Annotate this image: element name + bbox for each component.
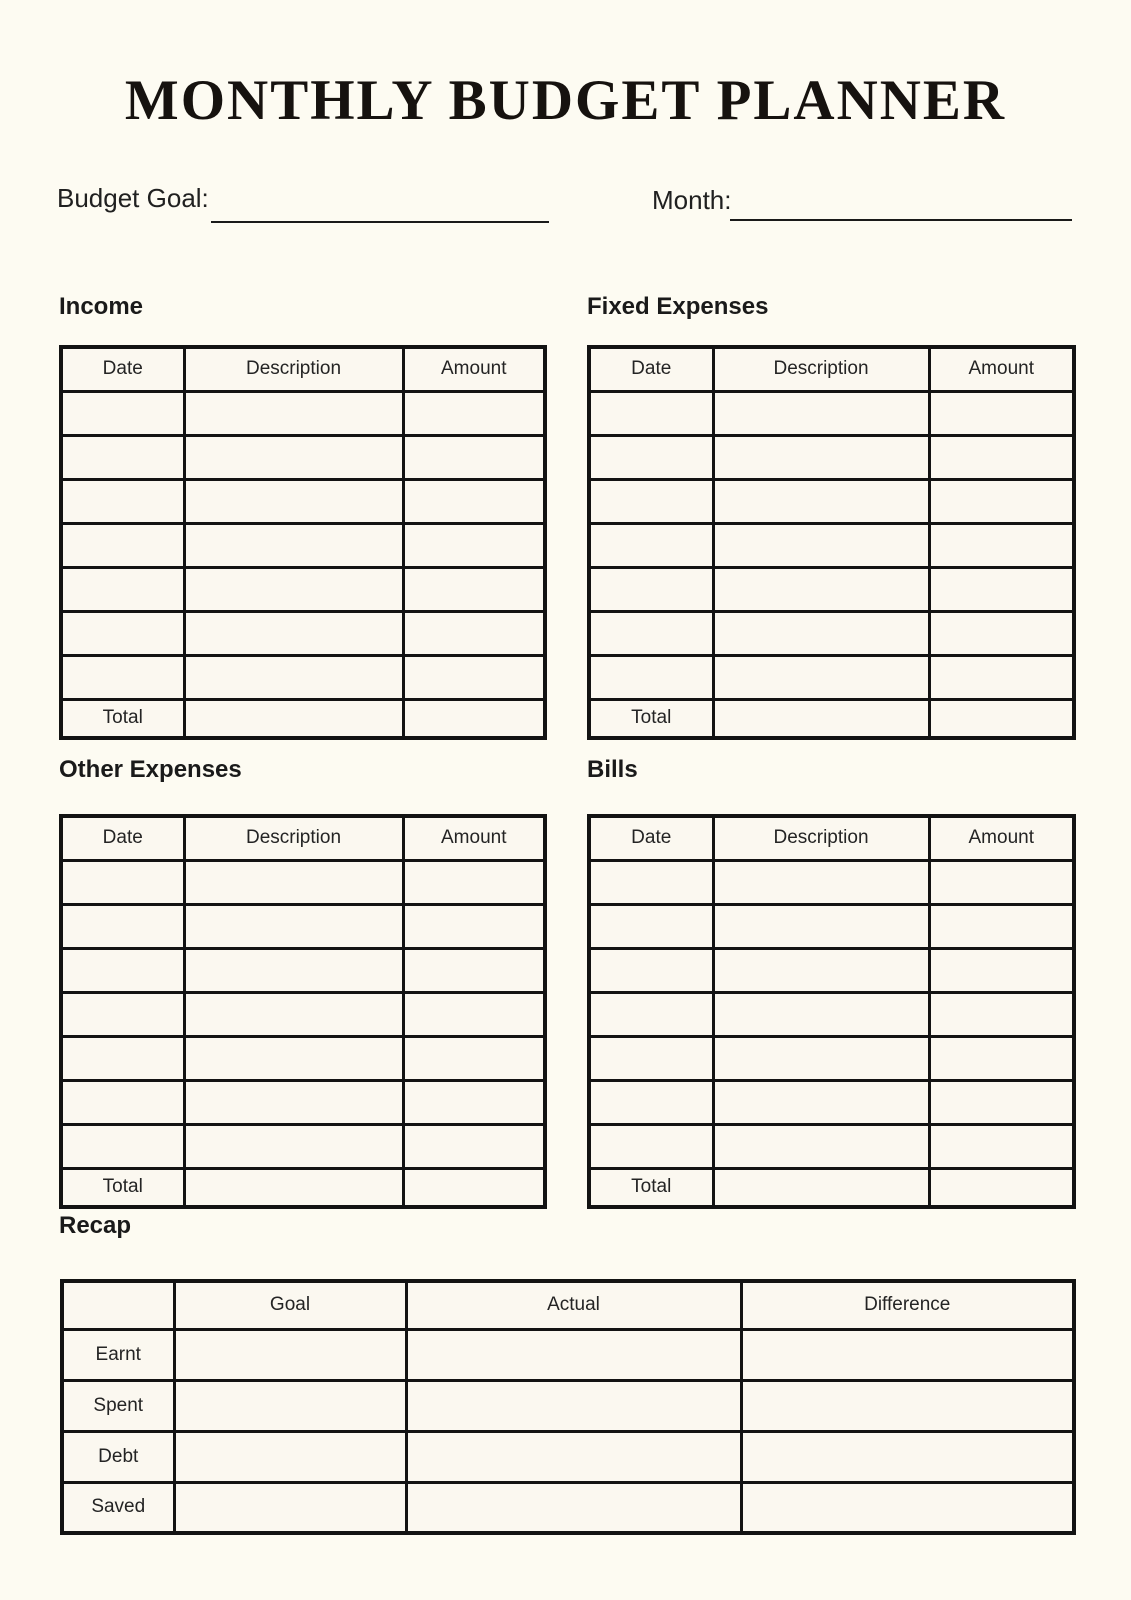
description-cell — [713, 523, 929, 567]
amount-cell — [403, 904, 545, 948]
amount-cell — [929, 904, 1074, 948]
total-amount-cell — [403, 699, 545, 738]
date-cell — [61, 435, 184, 479]
date-cell — [589, 1124, 713, 1168]
description-cell — [184, 948, 403, 992]
month-fill-line — [730, 219, 1072, 221]
recap-row-label: Debt — [62, 1431, 174, 1482]
description-cell — [184, 1036, 403, 1080]
header-row — [589, 347, 1074, 391]
entry-row — [589, 523, 1074, 567]
amount-cell — [403, 948, 545, 992]
amount-cell — [929, 523, 1074, 567]
fixed-expenses-section-heading: Fixed Expenses — [587, 293, 769, 320]
total-row — [589, 1168, 1074, 1207]
income-table — [59, 345, 547, 740]
description-cell — [184, 655, 403, 699]
description-cell — [184, 1080, 403, 1124]
amount-cell — [403, 391, 545, 435]
description-cell — [184, 391, 403, 435]
entry-row — [61, 611, 545, 655]
description-cell — [713, 992, 929, 1036]
budget-goal-label: Budget Goal: — [57, 183, 209, 213]
date-cell — [61, 1124, 184, 1168]
date-cell — [61, 992, 184, 1036]
total-row — [589, 699, 1074, 738]
entry-row — [589, 1124, 1074, 1168]
total-label-cell: Total — [589, 1168, 713, 1207]
entry-row — [61, 567, 545, 611]
amount-cell — [929, 391, 1074, 435]
entry-row — [589, 948, 1074, 992]
column-header-date: Date — [61, 347, 184, 391]
actual-cell — [406, 1380, 741, 1431]
recap-table — [60, 1279, 1076, 1535]
description-cell — [184, 567, 403, 611]
column-header-date: Date — [589, 347, 713, 391]
description-cell — [713, 479, 929, 523]
entry-row — [589, 1036, 1074, 1080]
description-cell — [184, 860, 403, 904]
column-header-amount: Amount — [403, 816, 545, 860]
description-cell — [713, 435, 929, 479]
entry-row — [61, 860, 545, 904]
description-cell — [713, 611, 929, 655]
total-amount-cell — [403, 1168, 545, 1207]
actual-cell — [406, 1431, 741, 1482]
total-description-cell — [184, 699, 403, 738]
goal-cell — [174, 1431, 406, 1482]
column-header-date: Date — [589, 816, 713, 860]
amount-cell — [403, 479, 545, 523]
entry-row — [61, 1124, 545, 1168]
fixed-expenses-table — [587, 345, 1076, 740]
entry-row — [61, 435, 545, 479]
entry-row — [61, 1080, 545, 1124]
recap-row-label: Earnt — [62, 1329, 174, 1380]
entry-row — [589, 655, 1074, 699]
actual-cell — [406, 1482, 741, 1533]
total-amount-cell — [929, 699, 1074, 738]
total-description-cell — [713, 699, 929, 738]
amount-cell — [929, 655, 1074, 699]
column-header-description: Description — [184, 347, 403, 391]
header-row — [62, 1281, 1074, 1329]
date-cell — [589, 479, 713, 523]
amount-cell — [403, 1124, 545, 1168]
recap-section-heading: Recap — [59, 1212, 132, 1239]
total-row — [61, 699, 545, 738]
amount-cell — [403, 860, 545, 904]
column-header-date: Date — [61, 816, 184, 860]
date-cell — [61, 948, 184, 992]
entry-row — [61, 904, 545, 948]
difference-cell — [741, 1482, 1074, 1533]
date-cell — [61, 611, 184, 655]
header-row — [61, 816, 545, 860]
amount-cell — [403, 1036, 545, 1080]
recap-corner-cell — [62, 1281, 174, 1329]
recap-row-label: Saved — [62, 1482, 174, 1533]
description-cell — [184, 479, 403, 523]
date-cell — [589, 1036, 713, 1080]
description-cell — [713, 860, 929, 904]
goal-cell — [174, 1482, 406, 1533]
description-cell — [713, 1036, 929, 1080]
recap-row-earnt — [62, 1329, 1074, 1380]
date-cell — [61, 904, 184, 948]
recap-column-header-difference: Difference — [741, 1281, 1074, 1329]
description-cell — [713, 904, 929, 948]
column-header-description: Description — [713, 347, 929, 391]
goal-cell — [174, 1329, 406, 1380]
date-cell — [61, 860, 184, 904]
entry-row — [589, 391, 1074, 435]
amount-cell — [403, 655, 545, 699]
description-cell — [184, 523, 403, 567]
month-label: Month: — [652, 185, 732, 215]
amount-cell — [929, 1036, 1074, 1080]
column-header-amount: Amount — [929, 347, 1074, 391]
amount-cell — [929, 479, 1074, 523]
amount-cell — [929, 567, 1074, 611]
description-cell — [184, 435, 403, 479]
actual-cell — [406, 1329, 741, 1380]
amount-cell — [403, 567, 545, 611]
bills-section-heading: Bills — [587, 756, 638, 783]
date-cell — [589, 567, 713, 611]
amount-cell — [403, 1080, 545, 1124]
description-cell — [713, 1080, 929, 1124]
date-cell — [589, 992, 713, 1036]
amount-cell — [929, 435, 1074, 479]
column-header-amount: Amount — [929, 816, 1074, 860]
entry-row — [589, 479, 1074, 523]
amount-cell — [929, 992, 1074, 1036]
description-cell — [184, 1124, 403, 1168]
date-cell — [61, 1036, 184, 1080]
description-cell — [713, 391, 929, 435]
entry-row — [61, 523, 545, 567]
description-cell — [713, 567, 929, 611]
column-header-description: Description — [184, 816, 403, 860]
date-cell — [589, 860, 713, 904]
amount-cell — [929, 611, 1074, 655]
column-header-description: Description — [713, 816, 929, 860]
date-cell — [589, 435, 713, 479]
date-cell — [61, 655, 184, 699]
column-header-amount: Amount — [403, 347, 545, 391]
total-description-cell — [713, 1168, 929, 1207]
entry-row — [61, 1036, 545, 1080]
recap-row-label: Spent — [62, 1380, 174, 1431]
header-row — [589, 816, 1074, 860]
entry-row — [61, 391, 545, 435]
recap-row-saved — [62, 1482, 1074, 1533]
amount-cell — [929, 1124, 1074, 1168]
entry-row — [589, 567, 1074, 611]
date-cell — [589, 655, 713, 699]
amount-cell — [403, 992, 545, 1036]
entry-row — [589, 992, 1074, 1036]
entry-row — [61, 655, 545, 699]
page-title: MONTHLY BUDGET PLANNER — [124, 69, 1007, 132]
amount-cell — [929, 948, 1074, 992]
description-cell — [713, 1124, 929, 1168]
difference-cell — [741, 1431, 1074, 1482]
amount-cell — [403, 435, 545, 479]
date-cell — [61, 523, 184, 567]
bills-table — [587, 814, 1076, 1209]
entry-row — [61, 948, 545, 992]
description-cell — [184, 904, 403, 948]
date-cell — [589, 391, 713, 435]
recap-column-header-actual: Actual — [406, 1281, 741, 1329]
difference-cell — [741, 1380, 1074, 1431]
entry-row — [589, 611, 1074, 655]
date-cell — [589, 523, 713, 567]
description-cell — [184, 992, 403, 1036]
entry-row — [589, 904, 1074, 948]
recap-row-spent — [62, 1380, 1074, 1431]
entry-row — [61, 479, 545, 523]
date-cell — [61, 391, 184, 435]
description-cell — [713, 948, 929, 992]
date-cell — [589, 948, 713, 992]
other-expenses-table — [59, 814, 547, 1209]
total-row — [61, 1168, 545, 1207]
other-expenses-section-heading: Other Expenses — [59, 756, 242, 783]
entry-row — [589, 1080, 1074, 1124]
date-cell — [589, 904, 713, 948]
total-amount-cell — [929, 1168, 1074, 1207]
total-label-cell: Total — [589, 699, 713, 738]
income-section-heading: Income — [59, 293, 144, 320]
date-cell — [589, 611, 713, 655]
entry-row — [61, 992, 545, 1036]
total-label-cell: Total — [61, 1168, 184, 1207]
total-label-cell: Total — [61, 699, 184, 738]
amount-cell — [929, 860, 1074, 904]
header-row — [61, 347, 545, 391]
amount-cell — [929, 1080, 1074, 1124]
amount-cell — [403, 611, 545, 655]
description-cell — [713, 655, 929, 699]
total-description-cell — [184, 1168, 403, 1207]
description-cell — [184, 611, 403, 655]
date-cell — [61, 479, 184, 523]
date-cell — [61, 567, 184, 611]
amount-cell — [403, 523, 545, 567]
entry-row — [589, 860, 1074, 904]
goal-cell — [174, 1380, 406, 1431]
date-cell — [61, 1080, 184, 1124]
entry-row — [589, 435, 1074, 479]
recap-row-debt — [62, 1431, 1074, 1482]
budget-goal-fill-line — [211, 221, 549, 223]
date-cell — [589, 1080, 713, 1124]
recap-column-header-goal: Goal — [174, 1281, 406, 1329]
difference-cell — [741, 1329, 1074, 1380]
